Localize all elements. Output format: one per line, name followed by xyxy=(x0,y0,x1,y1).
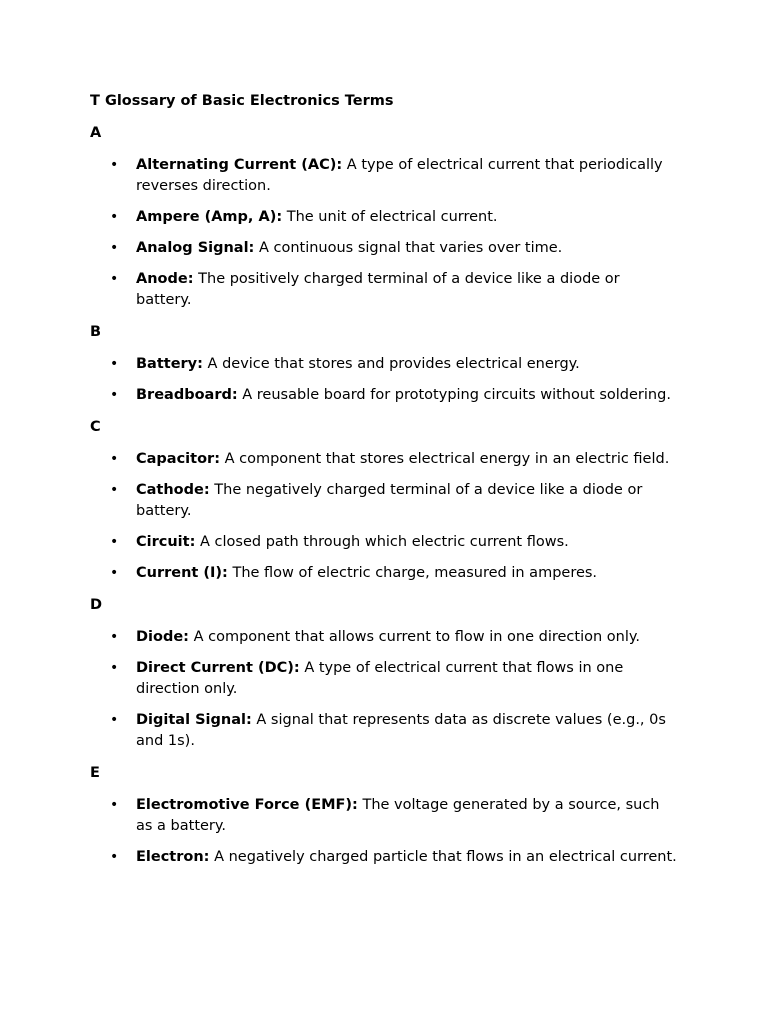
bullet-icon: • xyxy=(110,712,119,728)
bullet-icon: • xyxy=(110,356,119,372)
glossary-entry xyxy=(90,480,678,522)
glossary-definition: The flow of electric charge, measured in amperes. xyxy=(232,565,598,581)
glossary-entry xyxy=(90,449,678,470)
glossary-entry xyxy=(90,385,678,406)
glossary-definition: The voltage generated by a source, such as a battery. xyxy=(136,797,660,834)
bullet-icon: • xyxy=(110,387,119,403)
glossary-term: Direct Current (DC): xyxy=(136,660,300,676)
bullet-icon: • xyxy=(110,482,119,498)
term-list-a xyxy=(90,155,678,311)
term-list-d xyxy=(90,627,678,752)
glossary-term: Capacitor: xyxy=(136,451,220,467)
glossary-term: Current (I): xyxy=(136,565,228,581)
glossary-entry xyxy=(90,532,678,553)
glossary-definition: A component that allows current to flow in one direction only. xyxy=(193,629,640,645)
bullet-icon: • xyxy=(110,629,119,645)
glossary-definition: A type of electrical current that flows in one direction only. xyxy=(136,660,624,697)
glossary-sections xyxy=(90,123,678,868)
section-letter-c: C xyxy=(90,419,101,435)
glossary-entry xyxy=(90,207,678,228)
glossary-definition: A type of electrical current that periodically reverses direction. xyxy=(136,157,663,194)
glossary-term: Circuit: xyxy=(136,534,196,550)
bullet-icon: • xyxy=(110,157,119,173)
bullet-icon: • xyxy=(110,849,119,865)
glossary-definition: A reusable board for prototyping circuits without soldering. xyxy=(242,387,671,403)
glossary-entry xyxy=(90,795,678,837)
glossary-term: Ampere (Amp, A): xyxy=(136,209,283,225)
glossary-term: Cathode: xyxy=(136,482,210,498)
glossary-entry xyxy=(90,658,678,700)
bullet-icon: • xyxy=(110,660,119,676)
glossary-entry xyxy=(90,238,678,259)
section-letter-d: D xyxy=(90,597,103,613)
glossary-definition: A signal that represents data as discrete values (e.g., 0s and 1s). xyxy=(136,712,666,749)
bullet-icon: • xyxy=(110,451,119,467)
glossary-term: Alternating Current (AC): xyxy=(136,157,343,173)
bullet-icon: • xyxy=(110,209,119,225)
glossary-entry xyxy=(90,627,678,648)
section-letter-a: A xyxy=(90,125,102,141)
term-list-e xyxy=(90,795,678,868)
glossary-entry xyxy=(90,710,678,752)
bullet-icon: • xyxy=(110,534,119,550)
document-title: T Glossary of Basic Electronics Terms xyxy=(90,93,394,109)
section-letter-e: E xyxy=(90,765,100,781)
term-list-c xyxy=(90,449,678,584)
glossary-term: Analog Signal: xyxy=(136,240,255,256)
glossary-term: Breadboard: xyxy=(136,387,238,403)
glossary-entry xyxy=(90,269,678,311)
glossary-entry xyxy=(90,354,678,375)
glossary-definition: A continuous signal that varies over time. xyxy=(258,240,563,256)
glossary-definition: A closed path through which electric current flows. xyxy=(200,534,569,550)
glossary-entry xyxy=(90,563,678,584)
term-list-b xyxy=(90,354,678,406)
glossary-term: Battery: xyxy=(136,356,203,372)
glossary-definition: The positively charged terminal of a device like a diode or battery. xyxy=(136,271,620,308)
glossary-term: Electromotive Force (EMF): xyxy=(136,797,358,813)
bullet-icon: • xyxy=(110,240,119,256)
glossary-term: Diode: xyxy=(136,629,189,645)
glossary-term: Electron: xyxy=(136,849,210,865)
bullet-icon: • xyxy=(110,797,119,813)
glossary-entry xyxy=(90,155,678,197)
section-letter-b: B xyxy=(90,324,102,340)
glossary-definition: The unit of electrical current. xyxy=(286,209,498,225)
glossary-definition: The negatively charged terminal of a device like a diode or battery. xyxy=(136,482,643,519)
bullet-icon: • xyxy=(110,565,119,581)
glossary-definition: A device that stores and provides electrical energy. xyxy=(207,356,580,372)
glossary-term: Anode: xyxy=(136,271,194,287)
bullet-icon: • xyxy=(110,271,119,287)
glossary-entry xyxy=(90,847,678,868)
glossary-definition: A component that stores electrical energy in an electric field. xyxy=(224,451,670,467)
glossary-definition: A negatively charged particle that flows in an electrical current. xyxy=(214,849,677,865)
glossary-term: Digital Signal: xyxy=(136,712,252,728)
